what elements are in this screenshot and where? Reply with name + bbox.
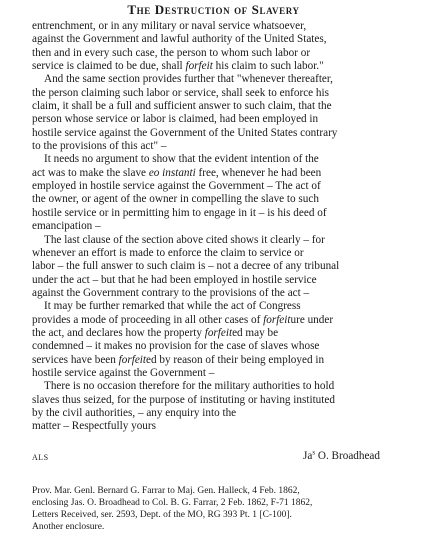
text-line: entrenchment, or in any military or naval service whatsoever,: [32, 20, 307, 32]
source-note: [32, 485, 412, 533]
note-line: Another enclosure.: [32, 522, 105, 532]
text-line: hostile service against the Government of the United States contrary: [32, 126, 338, 139]
text-line: slaves thus seized, for the purpose of instituting or having instituted: [32, 393, 335, 406]
text-line: the owner, or agent of the owner in compelling the slave to such: [32, 193, 319, 206]
text-line: services have been forfeited by reason of their being employed in: [32, 353, 325, 366]
text-line: person whose service or labor is claimed, had been employed in: [32, 113, 319, 126]
text-line: It needs no argument to show that the evident intention of the: [44, 153, 319, 166]
text-line: claim, it shall be a full and sufficient answer to such claim, that the: [32, 100, 332, 113]
als-abbreviation: ALS: [32, 453, 49, 462]
text-line: against the Government contrary to the provisions of the act –: [32, 286, 310, 299]
text-line: under the act – but that he had been employed in hostile service: [32, 273, 317, 286]
note-line: enclosing Jas. O. Broadhead to Col. B. G. Farrar, 2 Feb. 1862, F-71 1862,: [32, 498, 313, 508]
signature-name-rest: O. Broadhead: [315, 450, 380, 462]
text-line: employed in hostile service against the Government – The act of: [32, 180, 321, 193]
text-line: to the provisions of this act" –: [32, 140, 167, 153]
text-line: condemned – it makes no provision for the case of slaves whose: [32, 340, 320, 353]
text-line: There is no occasion therefore for the military authorities to hold: [44, 380, 335, 393]
note-line: Letters Received, ser. 2593, Dept. of the MO, RG 393 Pt. 1 [C-100].: [32, 510, 292, 520]
text-line: act was to make the slave eo instanti free, whenever he had been: [32, 166, 322, 179]
text-line: It may be further remarked that while the act of Congress: [44, 300, 301, 313]
note-line: Prov. Mar. Genl. Bernard G. Farrar to Maj. Gen. Halleck, 4 Feb. 1862,: [32, 486, 300, 496]
text-line: And the same section provides further that "whenever thereafter,: [44, 73, 333, 86]
text-line: by the civil authorities, – any enquiry into the: [32, 406, 237, 419]
text-line: then and in every such case, the person to whom such labor or: [32, 46, 311, 59]
text-line: provides a mode of proceeding in all other cases of forfeiture under: [32, 313, 334, 326]
signature-name-superscript: s: [312, 448, 316, 457]
text-line: labor – the full answer to such claim is – not a decree of any tribunal: [32, 260, 340, 273]
signature-name-prefix: Ja: [303, 450, 313, 462]
text-line: emancipation –: [32, 220, 101, 233]
text-line: hostile service or in permitting him to engage in it – is his deed of: [32, 206, 327, 219]
running-head: The Destruction of Slavery: [127, 2, 300, 17]
signature-name: [303, 450, 380, 463]
text-line: whenever an effort is made to enforce the claim to service or: [32, 246, 304, 259]
text-line: service is claimed to be due, shall forfeit his claim to such labor.": [32, 60, 324, 73]
signature-row: [32, 450, 412, 464]
letter-body: [32, 20, 412, 434]
text-line: matter – Respectfully yours: [32, 420, 156, 433]
text-line: against the Government and lawful authority of the United States,: [32, 33, 327, 46]
text-line: The last clause of the section above cited shows it clearly – for: [44, 233, 325, 246]
text-line: the person claiming such labor or service, shall seek to enforce his: [32, 86, 329, 99]
text-line: the act, and declares how the property forfeited may be: [32, 326, 279, 339]
text-line: hostile service against the Government –: [32, 366, 215, 379]
